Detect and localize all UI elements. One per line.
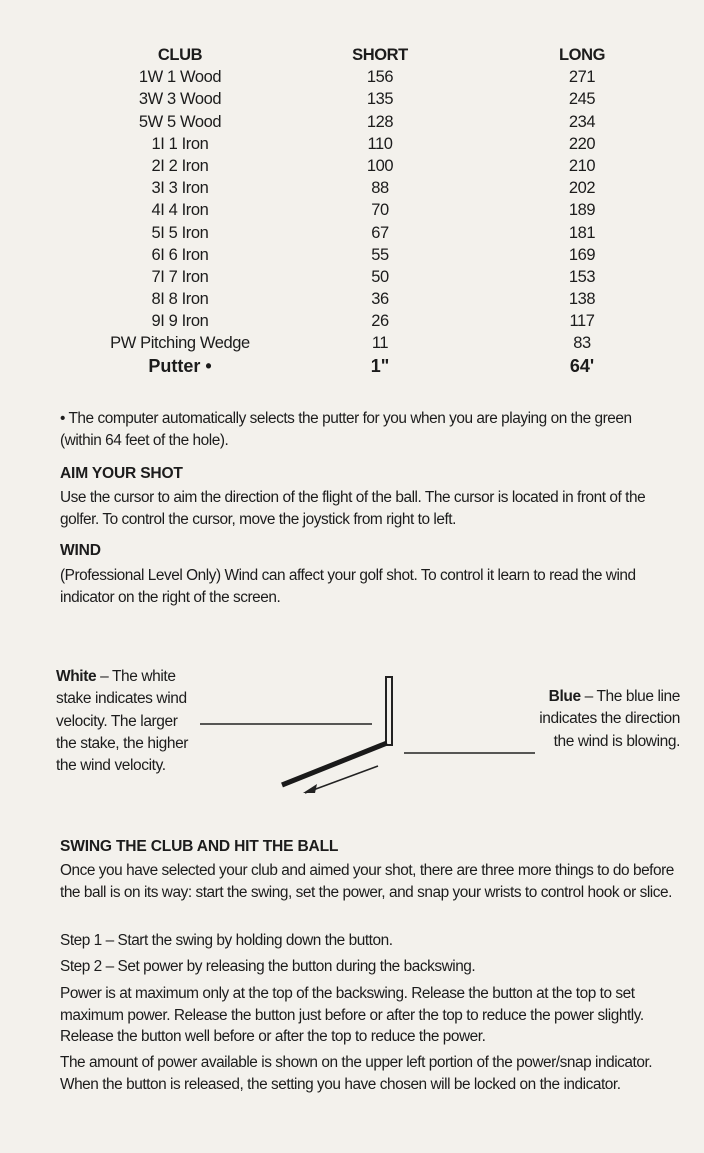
table-row bbox=[60, 111, 660, 133]
club-cell: 1I 1 Iron bbox=[151, 134, 209, 153]
table-row bbox=[60, 155, 660, 177]
table-row bbox=[60, 199, 660, 221]
club-cell: 7I 7 Iron bbox=[151, 267, 209, 286]
table-row bbox=[60, 310, 660, 332]
table-row bbox=[60, 244, 660, 266]
aim-body: Use the cursor to aim the direction of the flight of the ball. The cursor is located in front of the golfer. To control the cursor, move the joystick from right to left. bbox=[60, 489, 646, 528]
white-label: White bbox=[56, 668, 97, 685]
table-row bbox=[60, 177, 660, 199]
long-cell: 189 bbox=[568, 201, 596, 220]
long-cell: 271 bbox=[568, 68, 596, 87]
wind-arrow-head-icon bbox=[303, 784, 317, 793]
aim-heading: AIM YOUR SHOT bbox=[60, 465, 183, 482]
club-cell: 8I 8 Iron bbox=[151, 290, 209, 309]
short-cell: 70 bbox=[371, 201, 389, 220]
club-cell: 9I 9 Iron bbox=[151, 312, 209, 331]
club-cell: PW Pitching Wedge bbox=[110, 334, 250, 353]
table-row bbox=[60, 222, 660, 244]
club-cell: 6I 6 Iron bbox=[151, 245, 209, 264]
short-cell: 156 bbox=[366, 68, 394, 87]
long-cell: 202 bbox=[568, 179, 596, 198]
short-cell: 110 bbox=[367, 134, 393, 153]
long-column-header: LONG bbox=[558, 46, 606, 64]
long-cell: 153 bbox=[568, 267, 596, 286]
white-stake-note bbox=[56, 666, 196, 777]
short-cell: 128 bbox=[366, 112, 394, 131]
short-cell: 100 bbox=[366, 156, 394, 175]
long-cell: 220 bbox=[568, 134, 596, 153]
swing-step-1: Step 1 – Start the swing by holding down the button. bbox=[60, 932, 393, 949]
short-cell: 50 bbox=[371, 267, 389, 286]
short-cell: 36 bbox=[371, 290, 389, 309]
long-cell: 169 bbox=[568, 245, 596, 264]
club-cell: 4I 4 Iron bbox=[151, 201, 209, 220]
table-header-row bbox=[60, 44, 660, 66]
long-cell: 117 bbox=[569, 312, 595, 331]
short-cell: 88 bbox=[371, 179, 389, 198]
long-cell: 234 bbox=[568, 112, 596, 131]
swing-intro: Once you have selected your club and aimed your shot, there are three more things to do before the ball is on its way: start the swing, set the power, and snap your wrists to control hook or slice. bbox=[60, 862, 674, 901]
white-text: – The white stake indicates wind velocity. The larger the stake, the higher the wind velocity. bbox=[56, 668, 189, 775]
putter-footnote: • The computer automatically selects the putter for you when you are playing on the green (within 64 feet of the hole). bbox=[60, 410, 632, 449]
short-cell: 67 bbox=[371, 223, 389, 242]
club-column-header: CLUB bbox=[157, 46, 203, 64]
table-row bbox=[60, 332, 660, 354]
club-distance-table bbox=[60, 44, 660, 377]
short-cell: 26 bbox=[371, 312, 389, 331]
table-row bbox=[60, 355, 660, 377]
wind-direction-line bbox=[282, 743, 387, 785]
wind-indicator-diagram bbox=[190, 665, 550, 800]
short-cell: 55 bbox=[371, 245, 389, 264]
swing-step-2: Step 2 – Set power by releasing the button during the backswing. bbox=[60, 958, 476, 975]
club-cell: 5W 5 Wood bbox=[138, 112, 222, 131]
table-row bbox=[60, 88, 660, 110]
short-column-header: SHORT bbox=[352, 46, 408, 64]
table-row bbox=[60, 133, 660, 155]
club-cell: 3I 3 Iron bbox=[151, 179, 209, 198]
blue-line-note bbox=[520, 686, 680, 753]
blue-text: – The blue line indicates the direction the wind is blowing. bbox=[539, 688, 680, 750]
short-cell: 11 bbox=[371, 334, 389, 353]
long-cell: 210 bbox=[568, 156, 596, 175]
short-cell: 1" bbox=[370, 355, 390, 376]
club-cell: Putter • bbox=[148, 355, 212, 376]
table-row bbox=[60, 66, 660, 88]
wind-heading: WIND bbox=[60, 542, 101, 559]
club-cell: 3W 3 Wood bbox=[138, 90, 222, 109]
long-cell: 138 bbox=[568, 290, 596, 309]
wind-body: (Professional Level Only) Wind can affect your golf shot. To control it learn to read the wind indicator on the right of the screen. bbox=[60, 567, 636, 606]
long-cell: 181 bbox=[568, 223, 596, 242]
short-cell: 135 bbox=[366, 90, 394, 109]
long-cell: 64' bbox=[569, 355, 595, 376]
long-cell: 245 bbox=[568, 90, 596, 109]
blue-label: Blue bbox=[548, 688, 581, 705]
white-stake-icon bbox=[386, 677, 392, 745]
club-cell: 1W 1 Wood bbox=[138, 68, 222, 87]
table-row bbox=[60, 288, 660, 310]
table-row bbox=[60, 266, 660, 288]
club-cell: 2I 2 Iron bbox=[151, 156, 209, 175]
long-cell: 83 bbox=[573, 334, 591, 353]
table-body bbox=[60, 66, 660, 377]
club-cell: 5I 5 Iron bbox=[151, 223, 209, 242]
power-indicator-paragraph: The amount of power available is shown on the upper left portion of the power/snap indicator. When the button is released, the setting you have chosen will be locked on the indicator. bbox=[60, 1054, 653, 1093]
swing-heading: SWING THE CLUB AND HIT THE BALL bbox=[60, 838, 339, 855]
power-paragraph: Power is at maximum only at the top of the backswing. Release the button at the top to set maximum power. Release the button just before or after the top to reduce the power slightly. Release the button well before or after the top to reduce the power. bbox=[60, 985, 644, 1045]
